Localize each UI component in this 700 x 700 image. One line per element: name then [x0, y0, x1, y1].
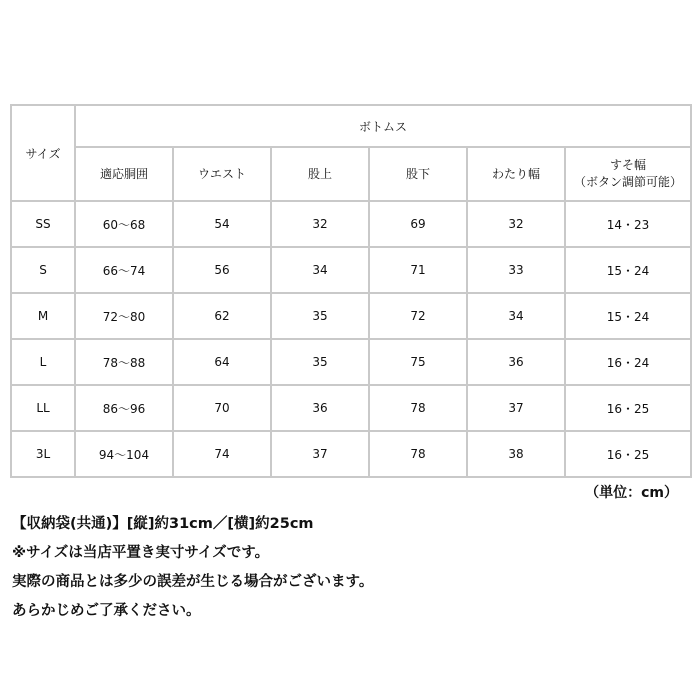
size-table — [10, 104, 692, 478]
table-cell: 15・24 — [565, 247, 691, 293]
col-header-hem: すそ幅 （ボタン調節可能） — [565, 147, 691, 201]
bottoms-header: ボトムス — [75, 105, 691, 147]
col-header-thigh: わたり幅 — [467, 147, 565, 201]
table-cell: 16・25 — [565, 431, 691, 477]
table-cell: 78 — [369, 385, 467, 431]
table-row — [11, 247, 691, 293]
unit-note: （単位：cm） — [585, 485, 678, 501]
table-cell: 54 — [173, 201, 271, 247]
note-error: 実際の商品とは多少の誤差が生じる場合がございます。 — [12, 574, 374, 590]
table-cell: 60〜68 — [75, 201, 173, 247]
table-row — [11, 339, 691, 385]
note-bag-size: 【収納袋(共通)】[縦]約31cm／[横]約25cm — [12, 516, 314, 532]
header-row-columns — [11, 147, 691, 201]
table-cell: 16・24 — [565, 339, 691, 385]
table-cell: 34 — [467, 293, 565, 339]
table-cell: 36 — [467, 339, 565, 385]
size-label: LL — [11, 385, 75, 431]
table-cell: 56 — [173, 247, 271, 293]
table-cell: 37 — [467, 385, 565, 431]
table-cell: 72 — [369, 293, 467, 339]
table-cell: 66〜74 — [75, 247, 173, 293]
table-cell: 94〜104 — [75, 431, 173, 477]
table-body — [11, 201, 691, 477]
notes — [12, 510, 373, 626]
table-cell: 70 — [173, 385, 271, 431]
table-cell: 62 — [173, 293, 271, 339]
table-cell: 64 — [173, 339, 271, 385]
table-row — [11, 293, 691, 339]
table-cell: 86〜96 — [75, 385, 173, 431]
col-header-hem-sub: （ボタン調節可能） — [574, 175, 683, 189]
size-label: L — [11, 339, 75, 385]
col-header-rise: 股上 — [271, 147, 369, 201]
table-cell: 14・23 — [565, 201, 691, 247]
table-cell: 37 — [271, 431, 369, 477]
header-row-group — [11, 105, 691, 147]
table-cell: 69 — [369, 201, 467, 247]
table-cell: 15・24 — [565, 293, 691, 339]
table-cell: 32 — [271, 201, 369, 247]
size-label: SS — [11, 201, 75, 247]
table-cell: 33 — [467, 247, 565, 293]
table-cell: 35 — [271, 339, 369, 385]
table-cell: 34 — [271, 247, 369, 293]
size-label: 3L — [11, 431, 75, 477]
table-cell: 38 — [467, 431, 565, 477]
table-cell: 75 — [369, 339, 467, 385]
size-label: S — [11, 247, 75, 293]
table-cell: 72〜80 — [75, 293, 173, 339]
table-row — [11, 201, 691, 247]
table-cell: 36 — [271, 385, 369, 431]
col-header-waist: ウエスト — [173, 147, 271, 201]
size-header: サイズ — [11, 105, 75, 201]
table-row — [11, 431, 691, 477]
table-cell: 35 — [271, 293, 369, 339]
size-label: M — [11, 293, 75, 339]
table-cell: 16・25 — [565, 385, 691, 431]
table-cell: 74 — [173, 431, 271, 477]
note-measure: ※サイズは当店平置き実寸サイズです。 — [12, 545, 270, 561]
col-header-fit-waist: 適応胴囲 — [75, 147, 173, 201]
table-cell: 71 — [369, 247, 467, 293]
table-cell: 78 — [369, 431, 467, 477]
note-apology: あらかじめご了承ください。 — [12, 603, 201, 619]
table-cell: 32 — [467, 201, 565, 247]
table-cell: 78〜88 — [75, 339, 173, 385]
col-header-inseam: 股下 — [369, 147, 467, 201]
table-row — [11, 385, 691, 431]
